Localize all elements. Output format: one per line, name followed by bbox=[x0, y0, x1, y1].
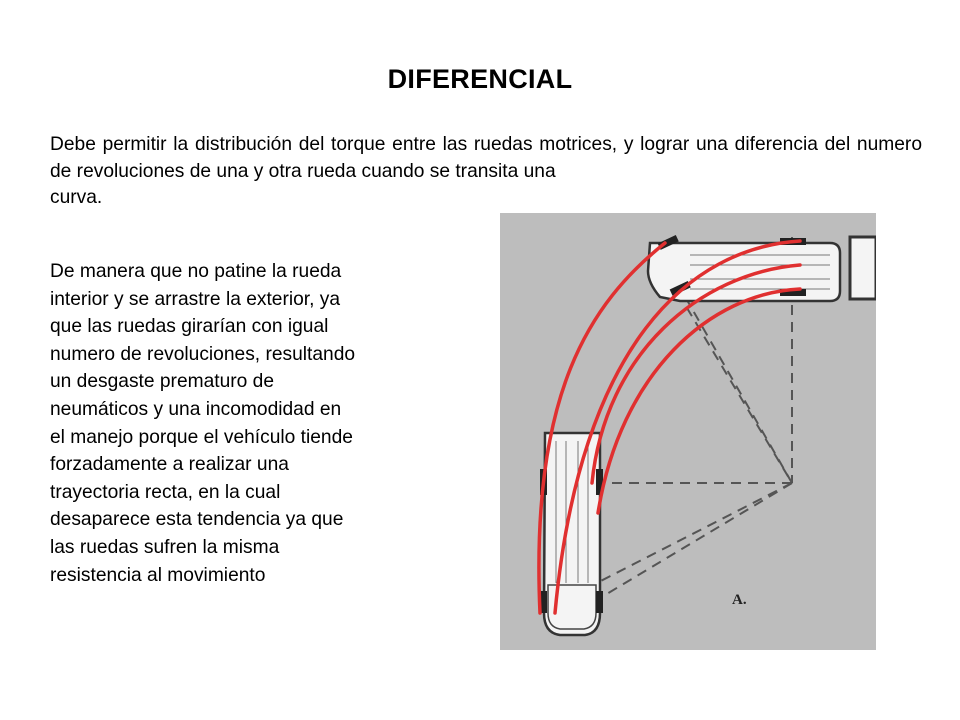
vehicle-turning-diagram bbox=[500, 213, 876, 650]
vehicle-body bbox=[544, 433, 600, 635]
diagram-svg bbox=[500, 213, 876, 650]
front-wheel bbox=[596, 591, 603, 613]
explanation-line: resistencia al movimiento bbox=[50, 564, 266, 586]
intro-text: Debe permitir la distribución del torque entre las ruedas motrices, y lograr una diferencia del numero de revoluciones de una y otra rueda cuando se transita una bbox=[50, 134, 922, 182]
explanation-line: neumáticos y una incomodidad en bbox=[50, 398, 342, 420]
explanation-line: las ruedas sufren la misma bbox=[50, 536, 280, 558]
explanation-line: el manejo porque el vehículo tiende bbox=[50, 426, 353, 448]
explanation-line: forzadamente a realizar una bbox=[50, 454, 289, 476]
explanation-line: desaparece esta tendencia ya que bbox=[50, 509, 344, 531]
trailer-edge bbox=[850, 237, 876, 299]
slide-title: DIFERENCIAL bbox=[387, 64, 573, 94]
explanation-line: que las ruedas girarían con igual bbox=[50, 316, 329, 338]
explanation-line: interior y se arrastre la exterior, ya bbox=[50, 288, 341, 310]
intro-text-end: curva. bbox=[50, 187, 103, 208]
intro-paragraph bbox=[50, 132, 922, 212]
explanation-paragraph bbox=[50, 258, 440, 589]
explanation-line: un desgaste prematuro de bbox=[50, 371, 275, 393]
explanation-line: numero de revoluciones, resultando bbox=[50, 343, 356, 365]
explanation-line: trayectoria recta, en la cual bbox=[50, 481, 281, 503]
explanation-line: De manera que no patine la rueda bbox=[50, 261, 342, 282]
figure-label: A. bbox=[732, 592, 747, 608]
